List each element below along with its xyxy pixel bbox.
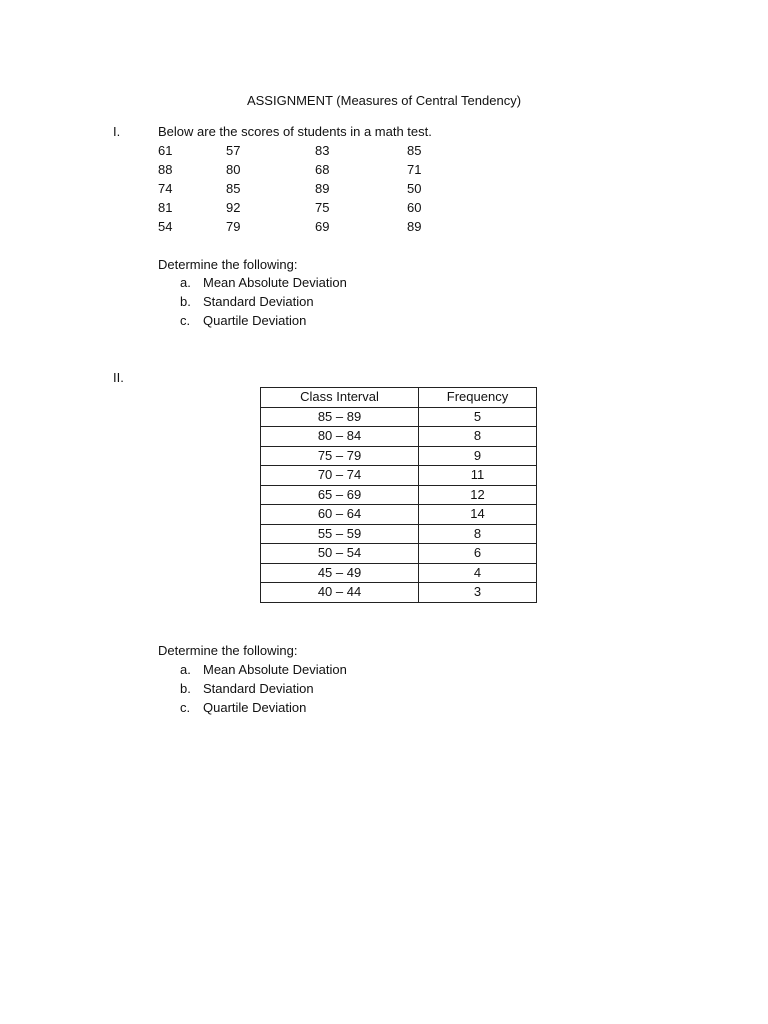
table-row: [261, 505, 537, 525]
table-row: [261, 583, 537, 603]
frequency-cell: 3: [419, 583, 537, 603]
frequency-cell: 9: [419, 446, 537, 466]
frequency-cell: 14: [419, 505, 537, 525]
column-header-frequency: Frequency: [419, 388, 537, 408]
list-marker: b.: [180, 294, 191, 309]
part-1-question-list: [180, 275, 347, 332]
list-item-text: Standard Deviation: [203, 294, 314, 309]
list-item: [180, 275, 347, 294]
frequency-cell: 11: [419, 466, 537, 486]
frequency-cell: 12: [419, 485, 537, 505]
class-interval-cell: 50 – 54: [261, 544, 419, 564]
score-cell: 60: [407, 200, 422, 215]
part-2-determine-heading: Determine the following:: [158, 643, 298, 658]
frequency-cell: 4: [419, 563, 537, 583]
score-cell: 80: [226, 162, 241, 177]
score-cell: 71: [407, 162, 422, 177]
part-1-numeral: I.: [113, 124, 121, 139]
frequency-cell: 5: [419, 407, 537, 427]
scores-row: [158, 181, 447, 200]
list-item-text: Standard Deviation: [203, 681, 314, 696]
class-interval-cell: 45 – 49: [261, 563, 419, 583]
scores-row: [158, 143, 447, 162]
score-cell: 81: [158, 200, 173, 215]
table-row: [261, 544, 537, 564]
class-interval-cell: 65 – 69: [261, 485, 419, 505]
scores-row: [158, 200, 447, 219]
part-2-question-list: [180, 662, 347, 719]
scores-row: [158, 219, 447, 238]
list-item-text: Quartile Deviation: [203, 700, 307, 715]
table-row: [261, 427, 537, 447]
list-item-text: Mean Absolute Deviation: [203, 275, 347, 290]
score-cell: 61: [158, 143, 173, 158]
list-item: [180, 681, 347, 700]
column-header-class-interval: Class Interval: [261, 388, 419, 408]
table-row: [261, 446, 537, 466]
score-cell: 85: [407, 143, 422, 158]
class-interval-cell: 70 – 74: [261, 466, 419, 486]
table-row: [261, 563, 537, 583]
list-item: [180, 662, 347, 681]
score-cell: 89: [315, 181, 330, 196]
frequency-cell: 8: [419, 524, 537, 544]
class-interval-cell: 75 – 79: [261, 446, 419, 466]
class-interval-cell: 60 – 64: [261, 505, 419, 525]
frequency-table: [260, 387, 537, 603]
class-interval-cell: 85 – 89: [261, 407, 419, 427]
part-1-determine-heading: Determine the following:: [158, 257, 298, 272]
score-cell: 74: [158, 181, 173, 196]
score-cell: 50: [407, 181, 422, 196]
list-marker: a.: [180, 275, 191, 290]
list-marker: b.: [180, 681, 191, 696]
score-cell: 54: [158, 219, 173, 234]
table-header-row: [261, 388, 537, 408]
table-row: [261, 466, 537, 486]
part-1-intro: Below are the scores of students in a math test.: [158, 124, 432, 139]
class-interval-cell: 80 – 84: [261, 427, 419, 447]
list-item-text: Quartile Deviation: [203, 313, 307, 328]
score-cell: 69: [315, 219, 330, 234]
table-row: [261, 485, 537, 505]
list-item: [180, 313, 347, 332]
list-item: [180, 700, 347, 719]
score-cell: 85: [226, 181, 241, 196]
assignment-title: ASSIGNMENT (Measures of Central Tendency): [246, 93, 522, 108]
scores-grid: [158, 143, 447, 238]
frequency-cell: 8: [419, 427, 537, 447]
table-row: [261, 407, 537, 427]
list-marker: c.: [180, 700, 191, 715]
scores-row: [158, 162, 447, 181]
score-cell: 57: [226, 143, 241, 158]
score-cell: 88: [158, 162, 173, 177]
score-cell: 79: [226, 219, 241, 234]
table-row: [261, 524, 537, 544]
list-marker: c.: [180, 313, 191, 328]
score-cell: 75: [315, 200, 330, 215]
list-item: [180, 294, 347, 313]
score-cell: 89: [407, 219, 422, 234]
score-cell: 92: [226, 200, 241, 215]
score-cell: 83: [315, 143, 330, 158]
list-item-text: Mean Absolute Deviation: [203, 662, 347, 677]
list-marker: a.: [180, 662, 191, 677]
part-2-numeral: II.: [113, 370, 124, 385]
frequency-cell: 6: [419, 544, 537, 564]
score-cell: 68: [315, 162, 330, 177]
class-interval-cell: 55 – 59: [261, 524, 419, 544]
class-interval-cell: 40 – 44: [261, 583, 419, 603]
